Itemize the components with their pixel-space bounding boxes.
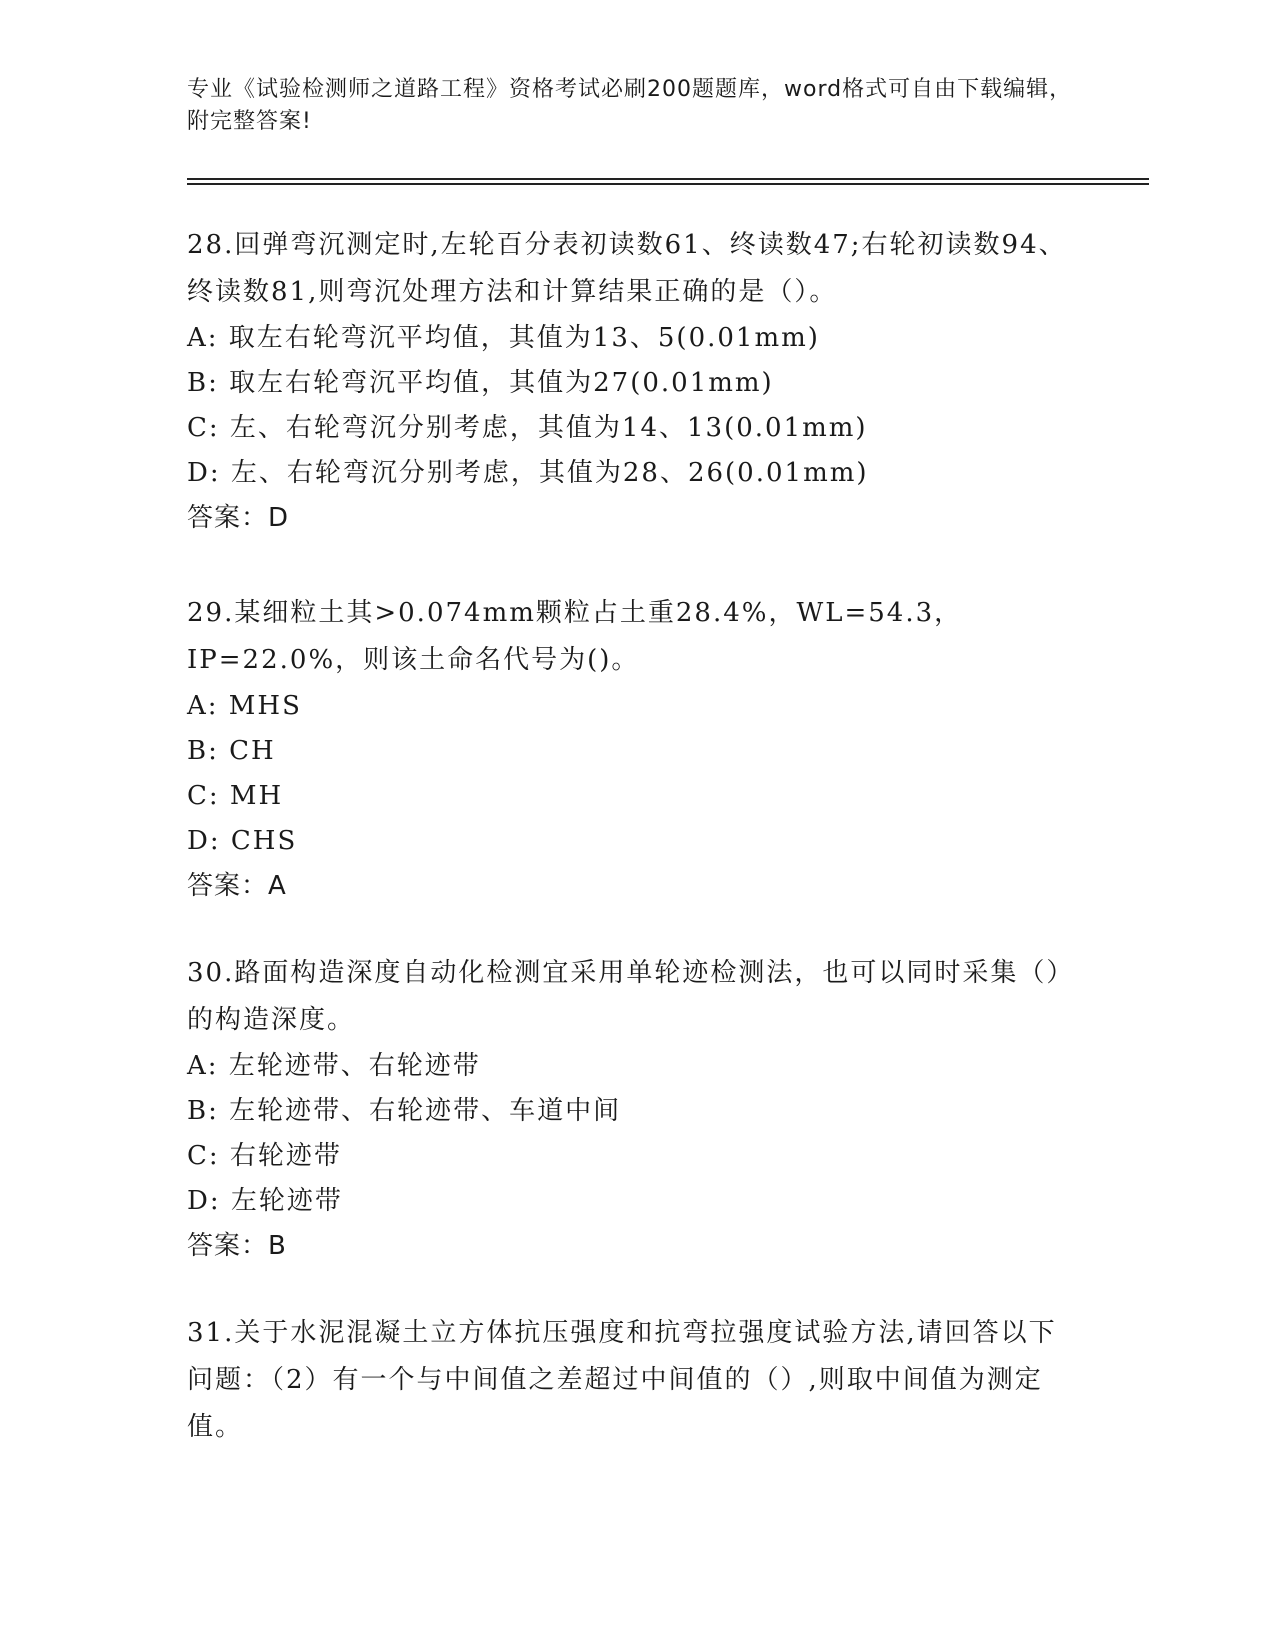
option-a: A: MHS	[187, 691, 302, 721]
question-29	[187, 590, 1067, 909]
answer: 答案：D	[187, 503, 290, 533]
option-a: A: 左轮迹带、右轮迹带	[187, 1051, 481, 1081]
option-d: D: 左轮迹带	[187, 1186, 343, 1216]
option-d: D: 左、右轮弯沉分别考虑，其值为28、26(0.01mm)	[187, 458, 869, 488]
option-a: A: 取左右轮弯沉平均值，其值为13、5(0.01mm)	[187, 323, 820, 353]
option-c: C: 左、右轮弯沉分别考虑，其值为14、13(0.01mm)	[187, 413, 868, 443]
option-c: C: MH	[187, 781, 284, 811]
question-31	[187, 1310, 1067, 1451]
question-28	[187, 222, 1067, 541]
option-d: D: CHS	[187, 826, 298, 856]
option-b: B: 左轮迹带、右轮迹带、车道中间	[187, 1096, 622, 1126]
answer: 答案：B	[187, 1231, 287, 1261]
answer: 答案：A	[187, 871, 287, 901]
header-divider	[187, 178, 1149, 185]
option-b: B: CH	[187, 736, 276, 766]
page-header	[187, 74, 1087, 138]
question-30	[187, 950, 1067, 1269]
question-stem: 31.关于水泥混凝土立方体抗压强度和抗弯拉强度试验方法,请回答以下问题：（2）有一个与中间值之差超过中间值的（）,则取中间值为测定值。	[187, 1318, 1057, 1442]
question-stem: 28.回弹弯沉测定时,左轮百分表初读数61、终读数47;右轮初读数94、终读数81,则弯沉处理方法和计算结果正确的是（）。	[187, 230, 1067, 307]
header-text: 专业《试验检测师之道路工程》资格考试必刷200题题库，word格式可自由下载编辑，附完整答案!	[187, 77, 1073, 134]
question-stem: 30.路面构造深度自动化检测宜采用单轮迹检测法，也可以同时采集（）的构造深度。	[187, 958, 1062, 1035]
option-c: C: 右轮迹带	[187, 1141, 342, 1171]
option-b: B: 取左右轮弯沉平均值，其值为27(0.01mm)	[187, 368, 774, 398]
question-stem: 29.某细粒土其>0.074mm颗粒占土重28.4%，WL=54.3，IP=22.0%，则该土命名代号为()。	[187, 598, 963, 675]
